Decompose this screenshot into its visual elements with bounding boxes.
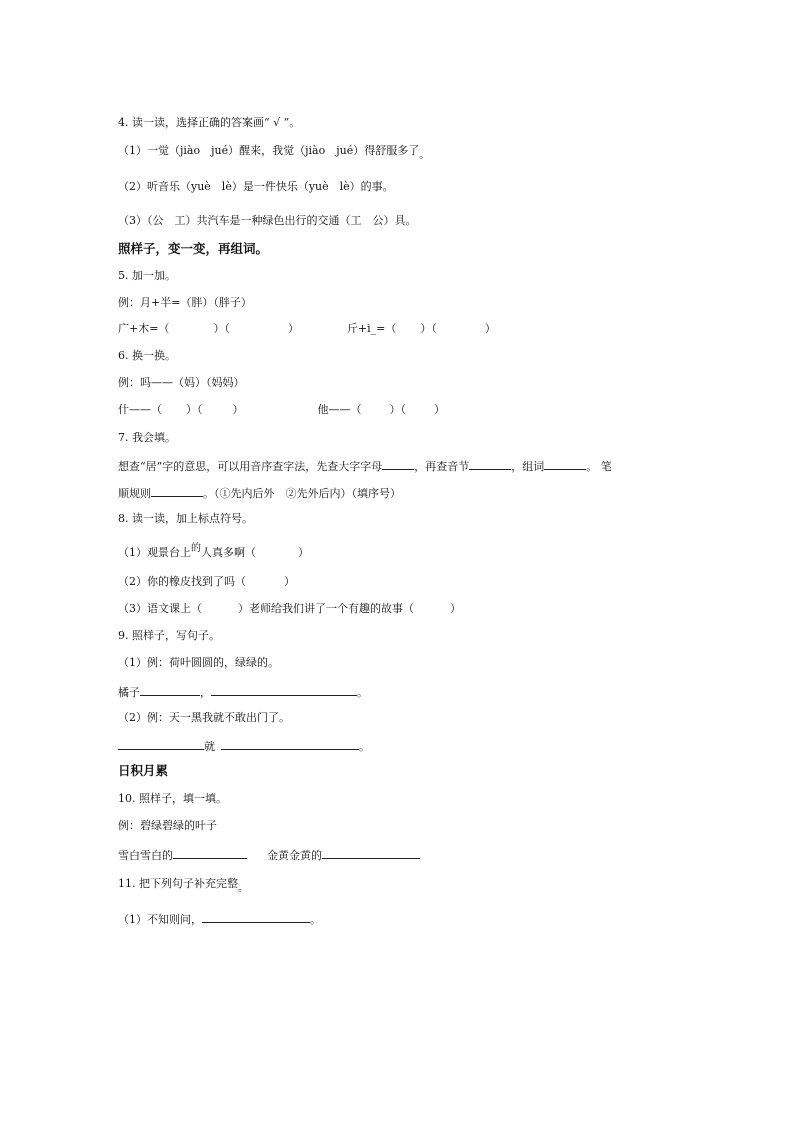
q5-right-end: ） — [484, 322, 496, 335]
q11-item-1 — [118, 910, 321, 928]
q8-item-2-b: ） — [284, 575, 295, 588]
q7-blank-stroke-rule[interactable] — [151, 484, 203, 497]
q4-item-1 — [118, 143, 429, 160]
q9-title: 9. 照样子，写句子。 — [118, 629, 220, 642]
q11-title-text: 11. 把下列句子补充完整 — [118, 877, 238, 890]
q8-item-2 — [118, 574, 295, 590]
q7-line-1-b: ，再查音节 — [414, 460, 470, 473]
q7-line-2-a: 顺规则 — [118, 487, 151, 500]
q10-blank-1[interactable] — [173, 846, 247, 859]
q4-title: 4. 读一读，选择正确的答案画“ √ ”。 — [118, 116, 301, 129]
q6-right-end: ） — [434, 403, 445, 416]
q8-item-1-sup: 的 — [191, 543, 201, 554]
q9-example-2: （2）例：天一黑我就不敢出门了。 — [118, 711, 290, 724]
q5-exercise — [118, 321, 496, 337]
q8-item-1-c: ） — [298, 546, 309, 559]
q8-item-1 — [118, 545, 309, 562]
q9-blank-4[interactable] — [221, 737, 359, 750]
q11-item-1-a: （1）不知则问， — [118, 913, 202, 926]
section-heading-daily-accumulation: 日积月累 — [118, 763, 169, 778]
q8-item-3 — [118, 601, 461, 617]
q9-line-2-c: 。 — [359, 740, 370, 753]
q4-item-3: （3）（公 工）共汽车是一种绿色出行的交通（工 公）具。 — [118, 214, 417, 227]
q6-left-mid: ）（ — [186, 403, 203, 416]
q6-exercise — [118, 402, 445, 418]
q10-example: 例：碧绿碧绿的叶子 — [118, 819, 217, 832]
q11-item-1-b: 。 — [310, 913, 321, 926]
q9-blank-3[interactable] — [118, 737, 204, 750]
q9-line-2 — [118, 737, 370, 755]
q8-item-3-c: ） — [450, 602, 461, 615]
q5-left-start: 广+木=（ — [118, 322, 170, 335]
q10-b: 金黄金黄的 — [267, 849, 322, 862]
q8-item-3-b: ）老师给我们讲了一个有趣的故事（ — [238, 602, 414, 615]
q11-title — [118, 876, 248, 893]
q9-blank-1[interactable] — [140, 683, 200, 696]
q6-example: 例：吗——（妈）（妈妈） — [118, 376, 245, 389]
q7-line-1-d: 。 笔 — [586, 460, 612, 473]
q9-blank-2[interactable] — [211, 683, 357, 696]
q5-left-mid: ）（ — [213, 322, 230, 335]
q4-item-1-text: （1）一觉（jiào jué）醒来，我觉（jiào jué）得舒服多了 — [118, 144, 420, 157]
q5-example: 例：月+半=（胖）（胖子） — [118, 296, 252, 309]
q8-item-3-a: （3）语文课上（ — [118, 602, 202, 615]
q8-item-2-a: （2）你的橡皮找到了吗（ — [118, 575, 246, 588]
q5-right-start: 斤+i_=（ — [346, 322, 397, 335]
q9-line-1-b: ， — [200, 686, 211, 699]
q7-line-1 — [118, 457, 612, 475]
q7-line-1-c: ，组词 — [511, 460, 545, 473]
q6-left-start: 什——（ — [118, 403, 162, 416]
q5-right-mid: ）（ — [420, 322, 437, 335]
q9-example-1: （1）例：荷叶圆圆的，绿绿的。 — [118, 656, 279, 669]
q8-title: 8. 读一读，加上标点符号。 — [118, 512, 253, 525]
q7-line-2 — [118, 484, 401, 502]
q10-blank-2[interactable] — [322, 846, 420, 859]
q11-blank-1[interactable] — [202, 910, 310, 923]
q11-title-end: 。 — [238, 883, 248, 894]
q10-exercise — [118, 846, 420, 864]
q4-item-2: （2）听音乐（yuè lè）是一件快乐（yuè lè）的事。 — [118, 180, 394, 193]
q7-title: 7. 我会填。 — [118, 431, 176, 444]
q7-line-1-a: 想查“居”字的意思，可以用音序查字法，先查大字字母 — [118, 460, 383, 473]
q7-blank-syllable[interactable] — [469, 457, 511, 470]
q8-item-1-a: （1）观景台上 — [118, 546, 191, 559]
q7-line-2-b: 。（①先内后外 ②先外后内）（填序号） — [203, 487, 401, 500]
q9-line-1-a: 橘子 — [118, 686, 140, 699]
q7-blank-word[interactable] — [544, 457, 586, 470]
section-heading-transform: 照样子，变一变，再组词。 — [118, 241, 269, 256]
q6-title: 6. 换一换。 — [118, 349, 176, 362]
q4-item-1-end: 。 — [419, 150, 430, 161]
q7-blank-letter[interactable] — [382, 457, 414, 470]
q10-a: 雪白雪白的 — [118, 849, 173, 862]
q5-left-end: ） — [287, 322, 299, 335]
q6-right-start: 他——（ — [317, 403, 362, 416]
q8-item-1-b: 人真多啊（ — [201, 546, 256, 559]
q6-left-end: ） — [232, 403, 244, 416]
q5-title: 5. 加一加。 — [118, 269, 176, 282]
q9-line-1 — [118, 683, 368, 701]
q9-line-2-b: 就 — [204, 740, 215, 753]
q9-line-1-c: 。 — [357, 686, 368, 699]
q6-right-mid: ）（ — [389, 403, 406, 416]
q10-title: 10. 照样子，填一填。 — [118, 792, 227, 805]
